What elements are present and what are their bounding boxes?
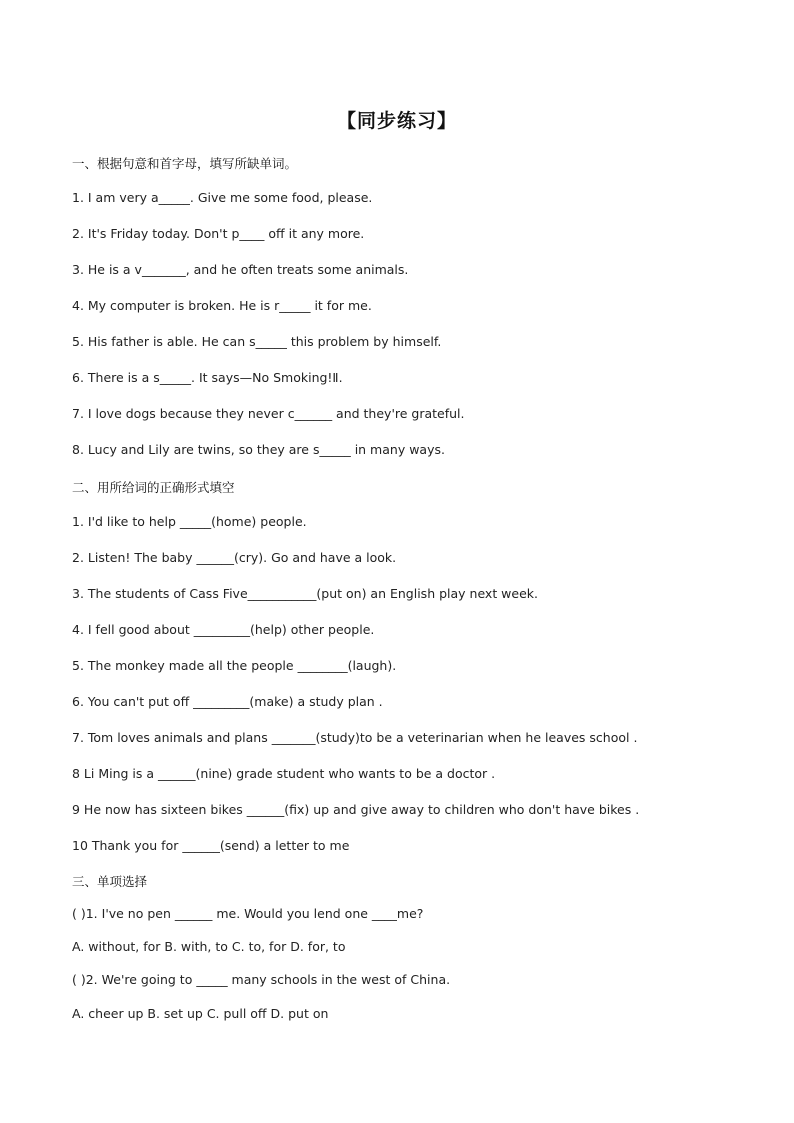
section1-heading: 一、根据句意和首字母，填写所缺单词。 — [72, 156, 298, 171]
section2-item: 3. The students of Cass Five___________(put on) an English play next week. — [72, 586, 539, 601]
page-title: 【同步练习】 — [336, 110, 457, 132]
answer-options: A. without, for B. with, to C. to, for D. for, to — [72, 939, 346, 954]
section2-item: 7. Tom loves animals and plans _______(study)to be a veterinarian when he leaves school . — [72, 730, 638, 745]
section1-item: 3. He is a v_______, and he often treats some animals. — [72, 262, 409, 277]
answer-options: A. cheer up B. set up C. pull off D. put on — [72, 1006, 329, 1021]
section2-item: 10 Thank you for ______(send) a letter to me — [72, 838, 350, 853]
section3-heading: 三、单项选择 — [72, 874, 148, 889]
section2-item: 2. Listen! The baby ______(cry). Go and have a look. — [72, 550, 397, 565]
section1-item: 1. I am very a_____. Give me some food, please. — [72, 190, 373, 205]
section1-item: 8. Lucy and Lily are twins, so they are s_____ in many ways. — [72, 442, 445, 457]
section1-item: 6. There is a s_____. It says—No Smoking!Ⅱ. — [72, 370, 343, 385]
section1-item: 7. I love dogs because they never c______ and they're grateful. — [72, 406, 465, 421]
section2-item: 6. You can't put off _________(make) a study plan . — [72, 694, 383, 709]
section1-item: 5. His father is able. He can s_____ this problem by himself. — [72, 334, 442, 349]
question-stem: ( )2. We're going to _____ many schools in the west of China. — [72, 972, 451, 987]
section2-item: 5. The monkey made all the people ________(laugh). — [72, 658, 397, 673]
section2-item: 1. I'd like to help _____(home) people. — [72, 514, 307, 529]
section2-item: 8 Li Ming is a ______(nine) grade student who wants to be a doctor . — [72, 766, 496, 781]
section1-item: 2. It's Friday today. Don't p____ off it any more. — [72, 226, 365, 241]
section1-item: 4. My computer is broken. He is r_____ it for me. — [72, 298, 372, 313]
question-stem: ( )1. I've no pen ______ me. Would you lend one ____me? — [72, 906, 424, 921]
section2-item: 9 He now has sixteen bikes ______(fix) up and give away to children who don't have bikes . — [72, 802, 640, 817]
section2-heading: 二、用所给词的正确形式填空 — [72, 480, 235, 495]
section2-item: 4. I fell good about _________(help) other people. — [72, 622, 375, 637]
